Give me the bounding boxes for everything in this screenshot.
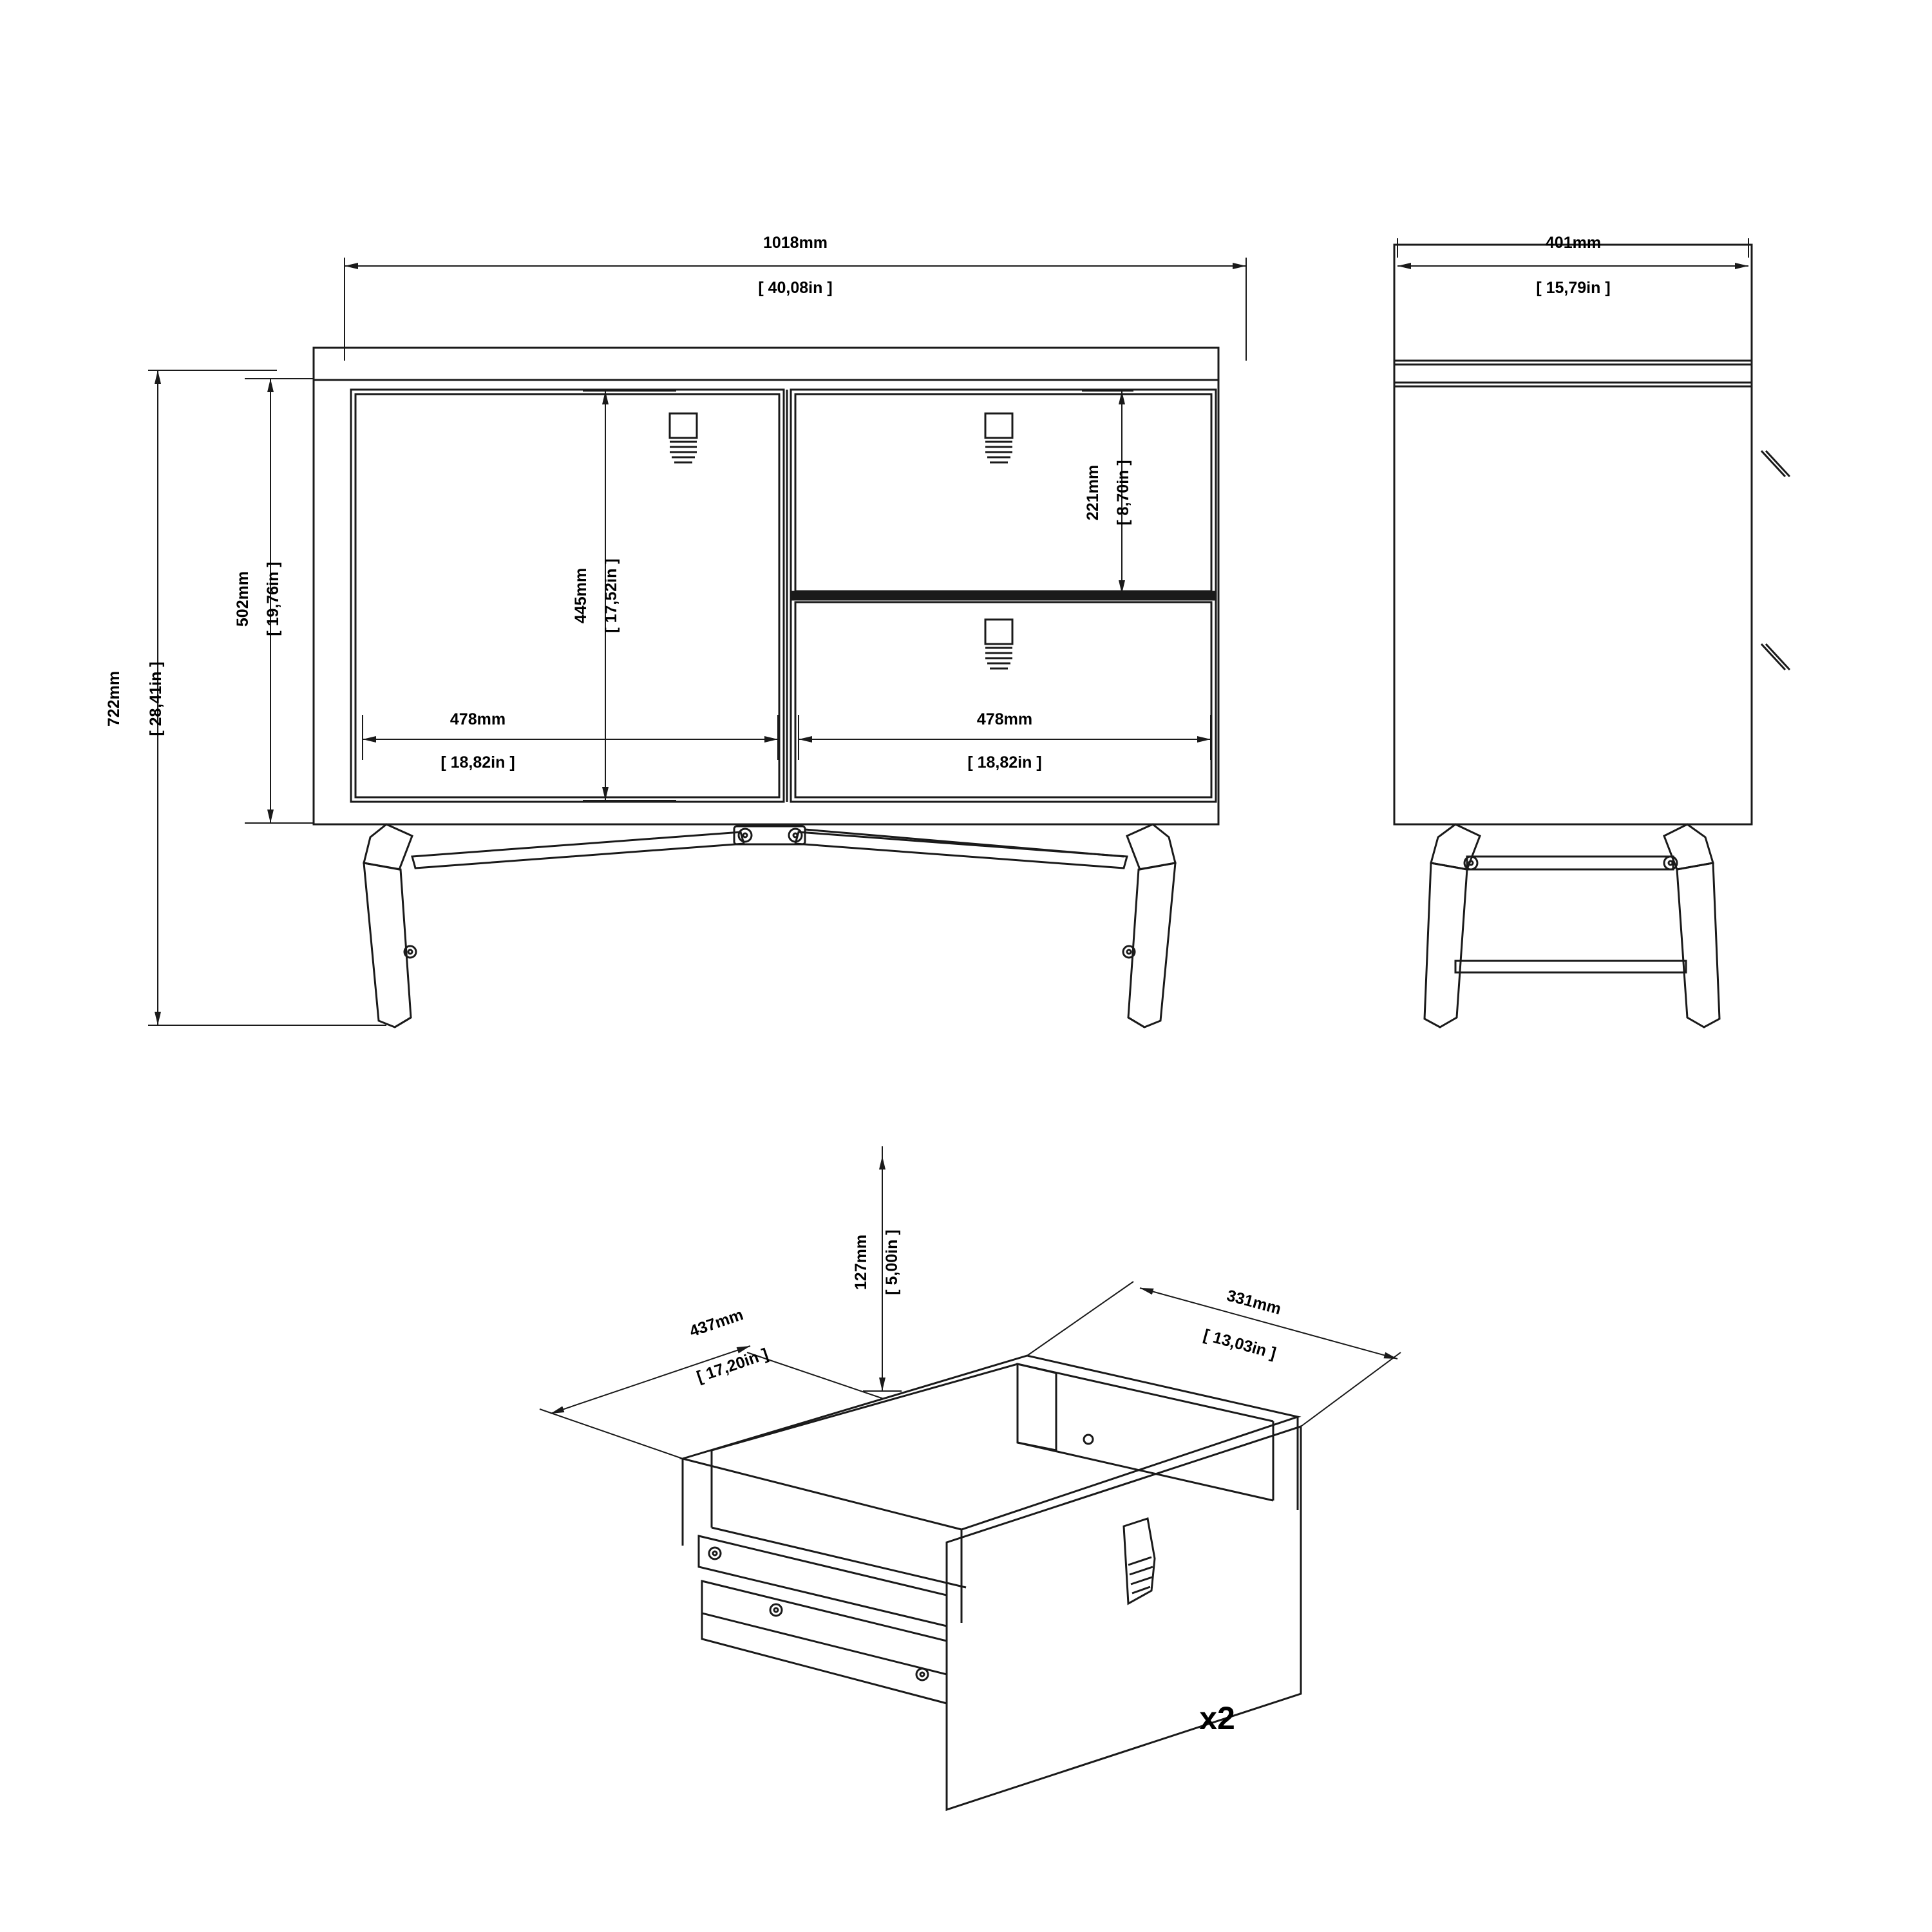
handle-drawer-detail xyxy=(1124,1519,1155,1604)
dim-door-height-in: [ 17,52in ] xyxy=(602,558,620,633)
dim-overall-width-in: [ 40,08in ] xyxy=(758,279,833,297)
dim-drawer-width-in: [ 18,82in ] xyxy=(967,753,1042,772)
dim-overall-height-in: [ 28,41in ] xyxy=(147,661,165,736)
dim-depth-mm: 401mm xyxy=(1545,234,1602,252)
dim-drawer-inner-height-mm: 127mm xyxy=(852,1234,870,1291)
dim-drawer-inner-width-mm: 437mm xyxy=(687,1305,746,1341)
dim-overall-width-mm: 1018mm xyxy=(762,234,828,252)
dim-drawer-height-in: [ 8,70in ] xyxy=(1114,460,1132,526)
dim-carcass-height-mm: 502mm xyxy=(234,571,252,627)
leg-frame-side xyxy=(1425,824,1719,1027)
dim-drawer-height-mm: 221mm xyxy=(1084,464,1102,521)
handle-drawer-lower xyxy=(985,620,1012,668)
dim-door-width-mm: 478mm xyxy=(450,710,506,728)
dim-depth-in: [ 15,79in ] xyxy=(1536,279,1611,297)
dim-overall-height-mm: 722mm xyxy=(105,670,123,727)
handle-drawer-upper xyxy=(985,413,1012,462)
leg-frame-front xyxy=(364,824,1175,1027)
dim-door-height-mm: 445mm xyxy=(572,567,590,624)
front-view-geometry xyxy=(314,348,1218,1027)
dim-carcass-height-in: [ 19,76in ] xyxy=(264,562,282,636)
dim-drawer-inner-depth-mm: 331mm xyxy=(1224,1286,1283,1318)
handle-door-left xyxy=(670,413,697,462)
dim-drawer-inner-height-in: [ 5,00in ] xyxy=(883,1229,901,1295)
dim-drawer-width-mm: 478mm xyxy=(976,710,1033,728)
side-view-geometry xyxy=(1394,245,1790,1027)
dim-door-width-in: [ 18,82in ] xyxy=(440,753,515,772)
dimension-labels xyxy=(105,234,1611,1736)
drawer-detail-geometry xyxy=(683,1356,1301,1810)
dim-drawer-inner-depth-in: [ 13,03in ] xyxy=(1201,1325,1278,1363)
quantity-label: x2 xyxy=(1199,1700,1235,1736)
dim-drawer-inner-width-in: [ 17,20in ] xyxy=(694,1345,771,1387)
